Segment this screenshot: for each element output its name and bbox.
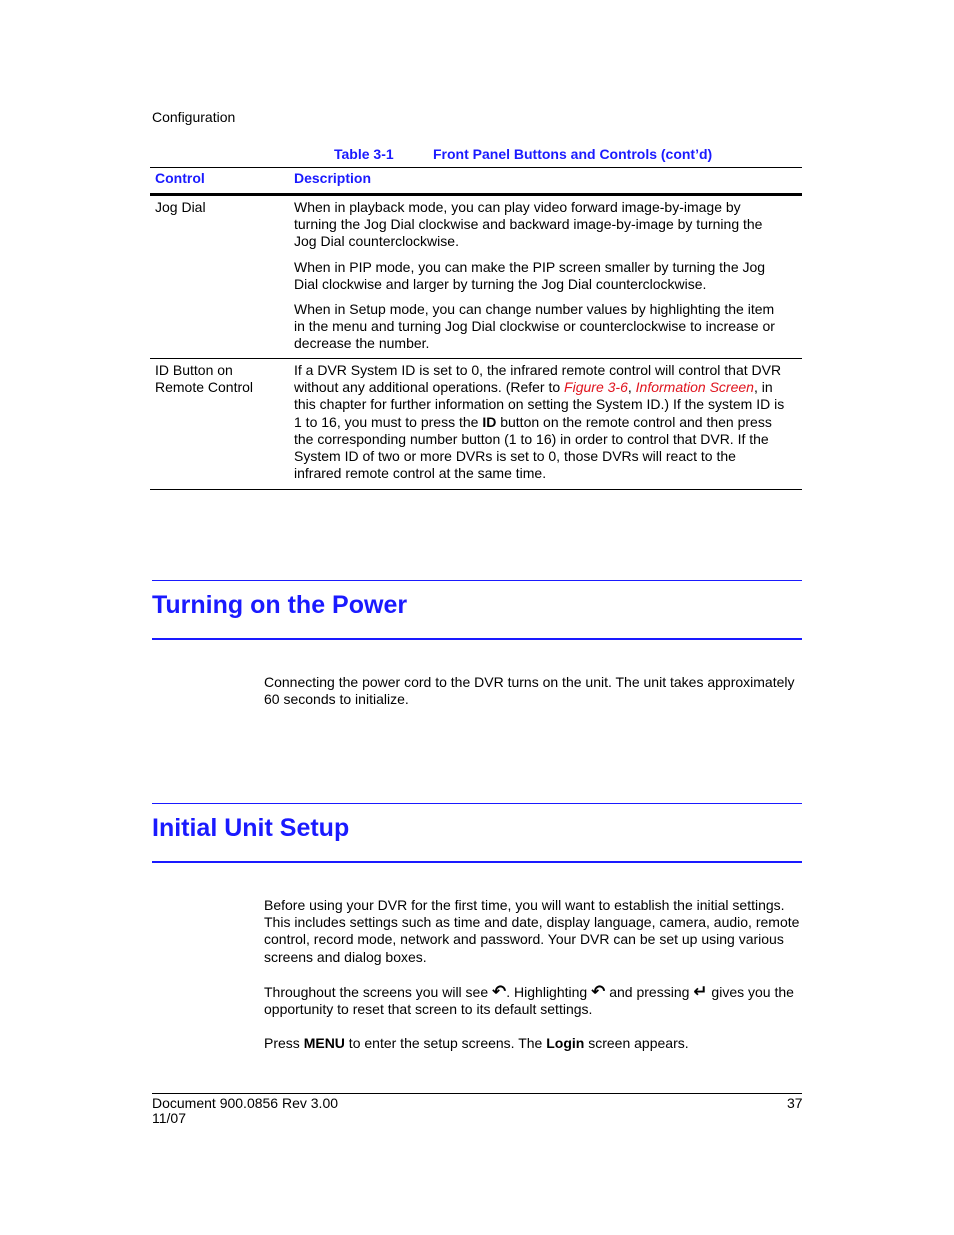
text: button on the remote control and then press the corresponding number button (1 to 16) in order to control that DVR. If the System ID of two or more DVRs is set to 0, those DVRs will react to the infrared remote control at the same time.	[294, 413, 772, 482]
table-caption-number: Table 3-1	[334, 146, 394, 162]
setup-para-2	[264, 983, 804, 1018]
text: , in this chapter for further information on setting the System ID.) If the system ID is 1 to 16, you must to press the	[294, 379, 785, 430]
section-top-rule	[152, 580, 802, 581]
section-title-setup: Initial Unit Setup	[152, 814, 350, 842]
text: Throughout the screens you will see	[264, 984, 493, 1000]
paragraph: When in Setup mode, you can change number values by highlighting the item in the menu and turning Jog Dial clockwise or counterclockwise to increase or decrease the number.	[294, 301, 775, 352]
menu-key-term: MENU	[303, 1035, 345, 1051]
return-arrow-icon: ↶	[591, 982, 606, 1001]
text: and pressing	[605, 984, 694, 1000]
text: to enter the setup screens. The	[344, 1035, 547, 1051]
table-row-control: Jog Dial	[155, 199, 206, 215]
id-button-term: ID	[482, 413, 497, 430]
table-caption-title: Front Panel Buttons and Controls (cont’d)	[433, 146, 713, 162]
paragraph: When in PIP mode, you can make the PIP screen smaller by turning the Jog Dial clockwise and larger by turning the Jog Dial counterclockwise.	[294, 258, 766, 292]
return-arrow-icon: ↶	[492, 982, 507, 1001]
paragraph: When in playback mode, you can play video forward image-by-image by turning the Jog Dial clockwise and backward image-by-image by turning the Jog Dial counterclockwise.	[294, 199, 763, 250]
text: . Highlighting	[506, 984, 592, 1000]
table-row-control: ID Button on Remote Control	[155, 362, 254, 396]
running-header: Configuration	[152, 109, 236, 125]
figure-link[interactable]: Figure 3-6	[564, 379, 628, 396]
table-row-divider	[150, 358, 802, 359]
table-header-rule	[150, 193, 802, 196]
information-screen-link[interactable]: Information Screen	[635, 379, 754, 396]
document-date: 11/07	[152, 1110, 186, 1126]
text: Press	[264, 1035, 304, 1051]
section-bottom-rule	[152, 638, 802, 640]
column-header-control: Control	[155, 170, 205, 186]
table-top-rule	[150, 167, 802, 168]
page-number: 37	[787, 1095, 803, 1111]
enter-arrow-icon: ↵	[693, 982, 708, 1001]
table-row-description	[294, 362, 786, 482]
section-title-power: Turning on the Power	[152, 591, 408, 619]
text: gives you the opportunity to reset that screen to its default settings.	[264, 984, 794, 1018]
setup-para-1: Before using your DVR for the first time, you will want to establish the initial settings. This includes settings such as time and date, display language, camera, audio, remote control, record mode, network and password. Your DVR can be set up using various screens and dialog boxes.	[264, 897, 800, 965]
text: ,	[627, 379, 636, 396]
login-screen-term: Login	[546, 1035, 585, 1051]
document-number: Document 900.0856 Rev 3.00	[152, 1095, 339, 1111]
section-top-rule	[152, 803, 802, 804]
setup-para-3	[264, 1035, 804, 1052]
section-bottom-rule	[152, 861, 802, 863]
text: screen appears.	[584, 1035, 689, 1051]
column-header-description: Description	[294, 170, 372, 186]
footer-document	[152, 1096, 338, 1126]
table-bottom-rule	[150, 489, 802, 490]
table-caption	[334, 146, 713, 162]
table-row-description	[294, 199, 786, 361]
footer-rule	[152, 1093, 802, 1094]
power-body: Connecting the power cord to the DVR turns on the unit. The unit takes approximately 60 seconds to initialize.	[264, 674, 795, 708]
text: If a DVR System ID is set to 0, the infrared remote control will control that DVR without any additional operations. (Refer to	[294, 362, 782, 396]
